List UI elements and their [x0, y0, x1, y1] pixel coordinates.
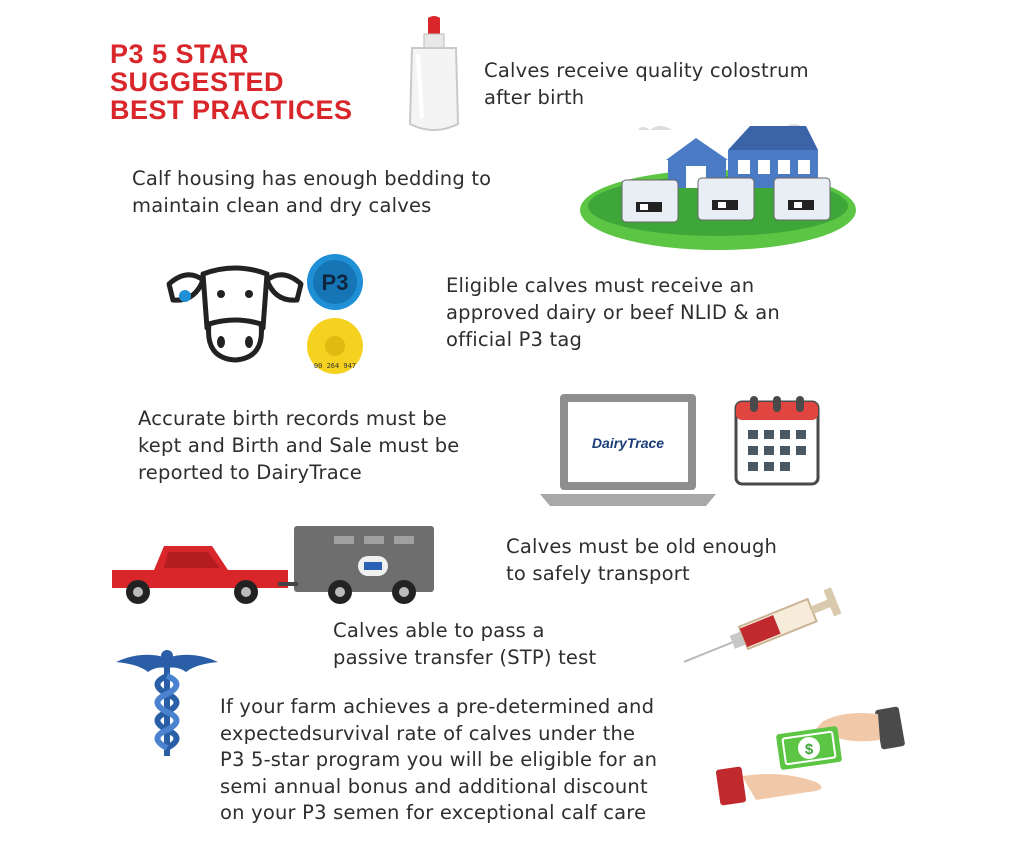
dairytrace-logo: DairyTrace	[591, 435, 665, 451]
caduceus-icon	[112, 648, 222, 758]
money-hands-icon	[712, 704, 912, 814]
title-line-2: SUGGESTED	[110, 67, 285, 97]
cow-icon	[165, 258, 305, 368]
title-line-3: BEST PRACTICES	[110, 95, 353, 125]
yellow-tag-icon	[305, 316, 365, 376]
truck-icon	[108, 522, 443, 607]
calendar-icon	[732, 394, 822, 489]
laptop-icon	[540, 390, 715, 510]
p3-tag-icon	[305, 252, 365, 312]
page-title	[110, 40, 353, 124]
title-line-1: P3 5 STAR	[110, 39, 250, 69]
colostrum-text: Calves receive quality colostrum after birth	[484, 59, 809, 109]
farm-icon	[578, 120, 868, 250]
housing-text: Calf housing has enough bedding to maintain clean and dry calves	[132, 167, 492, 217]
bonus-text: If your farm achieves a pre-determined and expectedsurvival rate of calves under the P3 5-star program you will be eligible for an semi annual bonus and additional discount on your P3 semen for exceptional calf care	[220, 695, 658, 824]
tags-text: Eligible calves must receive an approved dairy or beef NLID & an official P3 tag	[446, 274, 780, 351]
syringe-icon	[672, 590, 852, 660]
stp-text: Calves able to pass a passive transfer (STP) test	[333, 619, 597, 669]
yellow-tag-number: 00 264 947	[313, 362, 357, 370]
records-text: Accurate birth records must be kept and Birth and Sale must be reported to DairyTrace	[138, 407, 460, 484]
bottle-icon	[404, 14, 464, 134]
p3-tag-label: P3	[321, 270, 349, 295]
transport-text: Calves must be old enough to safely transport	[506, 535, 778, 585]
money-symbol: $	[804, 741, 814, 758]
